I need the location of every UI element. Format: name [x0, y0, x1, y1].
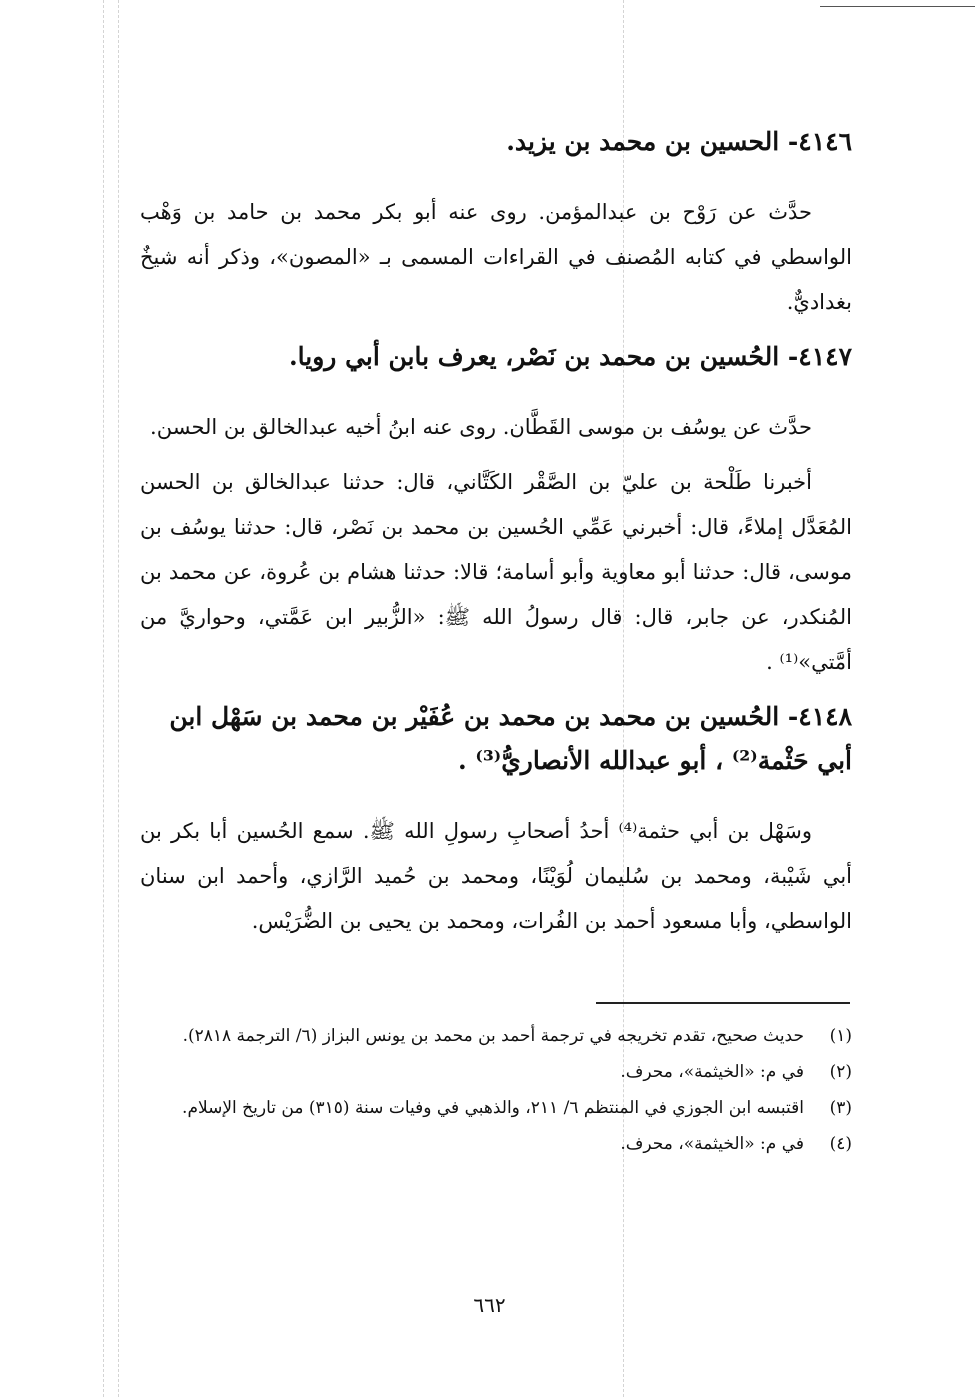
- entry-title-4148: ٤١٤٨- الحُسين بن محمد بن محمد بن عُفَيْر بن محمد بن سَهْل ابن أبي حَثْمة⁽²⁾ ، أبو عبدالله الأنصاريُّ⁽³⁾ .: [169, 702, 852, 775]
- entry-paragraph: حدَّث عن رَوْح بن عبدالمؤمن. روى عنه أبو بكر محمد بن حامد بن وَهْب الواسطي في كتابه المُصنف في القراءات المسمى بـ «المصون»، وذكر أنه شيخٌ بغداديٌّ.: [140, 200, 852, 314]
- scan-artifact-line: [820, 6, 975, 7]
- main-text: [140, 120, 852, 954]
- footnote-text: في م: «الخيثمة»، محرف.: [620, 1134, 804, 1154]
- footnote: [140, 1090, 852, 1126]
- scan-artifact-vline: [118, 0, 119, 1397]
- page-number: ٦٦٢: [473, 1293, 506, 1317]
- footnote-number: (٣): [829, 1098, 852, 1118]
- scan-artifact-vline: [103, 0, 104, 1397]
- entry-paragraph: وسَهْل بن أبي حثمة⁽⁴⁾ أحدُ أصحابِ رسولِ الله ﷺ. سمع الحُسين أبا بكر بن أبي شَيْبة، ومحمد بن سُليمان لُوَيْنًا، ومحمد بن حُميد الرَّازي، وأحمد ابن سنان الواسطي، وأبا مسعود أحمد بن الفُرات، ومحمد بن يحيى بن الضُّرَيْس.: [140, 819, 852, 933]
- footnote-text: في م: «الخيثمة»، محرف.: [620, 1062, 804, 1082]
- entry-title-4146: ٤١٤٦- الحسين بن محمد بن يزيد.: [506, 127, 852, 156]
- footnote-number: (٤): [829, 1134, 852, 1154]
- footnote: [140, 1018, 852, 1054]
- entry-paragraph: حدَّث عن يوسُف بن موسى القَطَّان. روى عنه ابنُ أخيه عبدالخالق بن الحسن.: [150, 415, 812, 439]
- entry-paragraph: أخبرنا طَلْحة بن عليّ بن الصَّقْر الكَتَّاني، قال: حدثنا عبدالخالق بن الحسن المُعَدَّل إملاءً، قال: أخبرني عَمِّي الحُسين بن محمد بن نَصْر، قال: حدثنا يوسُف بن موسى، قال: حدثنا أبو معاوية وأبو أسامة؛ قالا: حدثنا هشام بن عُروة، عن محمد بن المُنكدر، عن جابر، قال: قال رسولُ الله ﷺ: «الزُّبير ابن عَمَّتي، وحواريَّ من أمَّتي»⁽¹⁾ .: [140, 470, 852, 674]
- footnote-divider: [596, 1002, 850, 1004]
- footnote-text: حديث صحيح، تقدم تخريجه في ترجمة أحمد بن محمد بن يونس البزاز (٦/ الترجمة ٢٨١٨).: [182, 1026, 804, 1046]
- footnote: [140, 1054, 852, 1090]
- footnote-number: (٢): [829, 1062, 852, 1082]
- footnote-text: اقتبسه ابن الجوزي في المنتظم ٦/ ٢١١، والذهبي في وفيات سنة (٣١٥) من تاريخ الإسلام.: [182, 1098, 804, 1118]
- footnotes: [140, 1018, 852, 1162]
- footnote-number: (١): [829, 1026, 852, 1046]
- footnote: [140, 1126, 852, 1162]
- entry-title-4147: ٤١٤٧- الحُسين بن محمد بن نَصْر، يعرف بابن أبي رويا.: [288, 342, 852, 371]
